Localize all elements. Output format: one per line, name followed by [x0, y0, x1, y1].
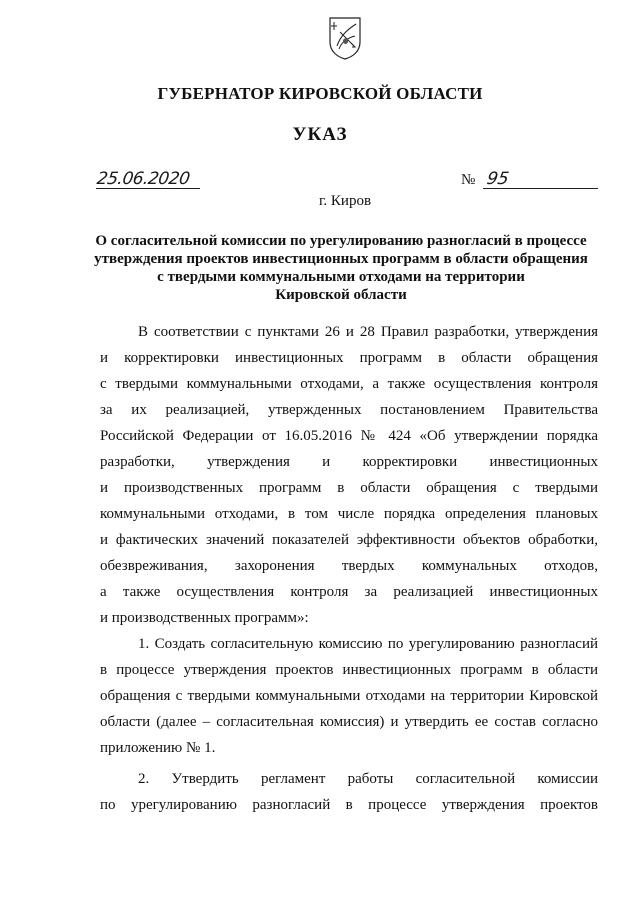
body-line: за их реализацией, утвержденных постановлением Правительства: [100, 402, 598, 418]
body-line: по урегулированию разногласий в процессе утверждения проектов: [100, 797, 598, 813]
subject-line: Кировской области: [275, 287, 407, 303]
city-line: г. Киров: [318, 193, 372, 209]
body-line: и фактических значений показателей эффективности объектов обработки,: [100, 532, 598, 548]
subject-line: утверждения проектов инвестиционных программ в области обращения: [94, 251, 588, 267]
body-line: с твердыми коммунальными отходами, а также осуществления контроля: [100, 376, 598, 392]
body-line: и производственных программ»:: [100, 610, 309, 626]
decree-date: 25.06.2020: [95, 169, 191, 189]
decree-number: 95: [485, 169, 511, 189]
body-line: в процессе утверждения проектов инвестиционных программ в области: [100, 662, 598, 678]
body-line: Российской Федерации от 16.05.2016 № 424 «Об утверждении порядка: [100, 428, 598, 444]
body-line: 1. Создать согласительную комиссию по урегулированию разногласий: [138, 636, 598, 652]
body-line: разработки, утверждения и корректировки инвестиционных: [100, 454, 598, 470]
kirov-region-coat-of-arms-icon: [328, 16, 362, 60]
body-line: обращения с твердыми коммунальными отходами на территории Кировской: [100, 688, 598, 704]
body-line: приложению № 1.: [100, 740, 216, 756]
decree-subject: [86, 232, 596, 304]
governor-heading: ГУБЕРНАТОР КИРОВСКОЙ ОБЛАСТИ: [157, 84, 483, 103]
body-line: В соответствии с пунктами 26 и 28 Правил разработки, утверждения: [138, 324, 598, 340]
decree-heading: УКАЗ: [292, 124, 348, 145]
body-line: и производственных программ в области обращения с твердыми: [100, 480, 598, 496]
number-label: №: [461, 172, 476, 188]
decree-number-field: [483, 168, 598, 189]
body-line: и корректировки инвестиционных программ в области обращения: [100, 350, 598, 366]
decree-date-field: [96, 168, 200, 189]
body-line: а также осуществления контроля за реализацией инвестиционных: [100, 584, 598, 600]
subject-line: с твердыми коммунальными отходами на территории: [157, 269, 525, 285]
body-line: коммунальными отходами, в том числе порядка определения плановых: [100, 506, 598, 522]
body-line: обезвреживания, захоронения твердых коммунальных отходов,: [100, 558, 598, 574]
body-line: 2. Утвердить регламент работы согласительной комиссии: [138, 771, 598, 787]
body-line: области (далее – согласительная комиссия) и утвердить ее состав согласно: [100, 714, 598, 730]
subject-line: О согласительной комиссии по урегулированию разногласий в процессе: [95, 233, 587, 249]
